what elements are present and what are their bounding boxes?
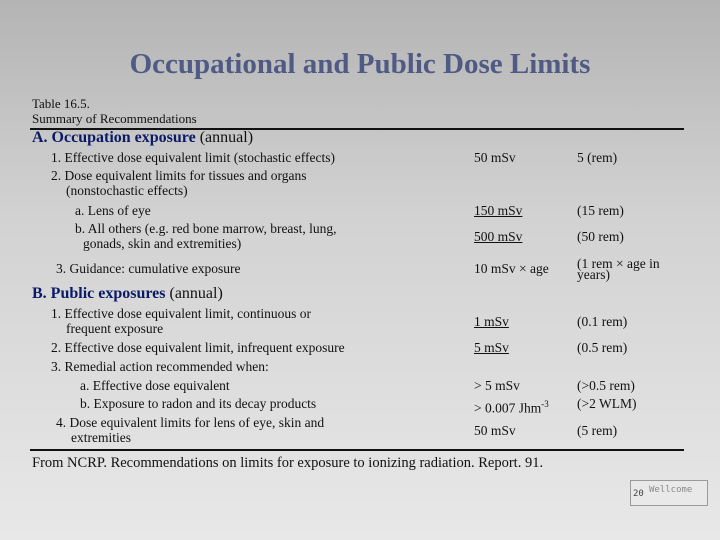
a-item-1: 1. Effective dose equivalent limit (stochastic effects) xyxy=(51,150,336,165)
b-item-2: 2. Effective dose equivalent limit, infrequent exposure xyxy=(51,340,345,355)
section-b-heading-text: B. Public exposures xyxy=(32,285,166,302)
a-value-2a: 150 mSv xyxy=(474,203,523,218)
section-a-heading-paren: (annual) xyxy=(199,129,254,146)
a-alt-2a: (15 rem) xyxy=(577,203,624,218)
b-value-3b-exponent: -3 xyxy=(541,399,549,409)
b-value-3b xyxy=(474,396,549,417)
b-item-3b: b. Exposure to radon and its decay products xyxy=(80,396,317,411)
b-item-4: 4. Dose equivalent limits for lens of eye, skin and xyxy=(56,415,325,430)
a-alt-3-line2: years) xyxy=(577,267,610,282)
b-item-1-cont: frequent exposure xyxy=(66,321,164,336)
b-item-4-cont: extremities xyxy=(71,430,131,445)
b-alt-3a: (>0.5 rem) xyxy=(577,378,635,393)
section-a-heading xyxy=(32,129,253,147)
page-badge xyxy=(630,480,708,506)
section-b-heading xyxy=(32,285,223,303)
section-b-heading-paren: (annual) xyxy=(169,285,223,302)
section-a-heading-text: A. Occupation exposure xyxy=(32,129,196,146)
b-alt-3b: (>2 WLM) xyxy=(577,396,637,411)
a-item-2a: a. Lens of eye xyxy=(75,203,151,218)
b-alt-2: (0.5 rem) xyxy=(577,340,628,355)
a-value-1: 50 mSv xyxy=(474,150,516,165)
a-item-2b: b. All others (e.g. red bone marrow, breast, lung, xyxy=(75,221,337,236)
a-alt-3-line1: (1 rem × age in xyxy=(577,256,660,271)
table-caption-number: Table 16.5. xyxy=(32,96,90,111)
b-alt-1: (0.1 rem) xyxy=(577,314,628,329)
page-number: 20 xyxy=(633,489,644,499)
a-value-2b: 500 mSv xyxy=(474,229,523,244)
a-item-2b-cont: gonads, skin and extremities) xyxy=(83,236,242,251)
a-item-2-note: (nonstochastic effects) xyxy=(66,183,188,198)
b-item-3: 3. Remedial action recommended when: xyxy=(51,359,269,374)
source-footnote: From NCRP. Recommendations on limits for exposure to ionizing radiation. Report. 91. xyxy=(32,455,544,471)
slide-title: Occupational and Public Dose Limits xyxy=(129,48,591,80)
bottom-rule xyxy=(30,449,684,451)
b-item-3a: a. Effective dose equivalent xyxy=(80,378,230,393)
a-item-3: 3. Guidance: cumulative exposure xyxy=(56,261,241,276)
a-alt-1: 5 (rem) xyxy=(577,150,618,165)
b-value-4: 50 mSv xyxy=(474,423,516,438)
a-item-2: 2. Dose equivalent limits for tissues and organs xyxy=(51,168,307,183)
badge-word: Wellcome xyxy=(649,485,693,495)
a-value-3: 10 mSv × age xyxy=(474,261,549,276)
b-value-2: 5 mSv xyxy=(474,340,509,355)
b-value-1: 1 mSv xyxy=(474,314,509,329)
b-value-3b-text: > 0.007 Jhm xyxy=(474,400,542,416)
b-item-1: 1. Effective dose equivalent limit, continuous or xyxy=(51,306,311,321)
b-alt-4: (5 rem) xyxy=(577,423,618,438)
b-value-3a: > 5 mSv xyxy=(474,378,520,393)
a-alt-2b: (50 rem) xyxy=(577,229,624,244)
table-caption-title: Summary of Recommendations xyxy=(32,111,197,126)
